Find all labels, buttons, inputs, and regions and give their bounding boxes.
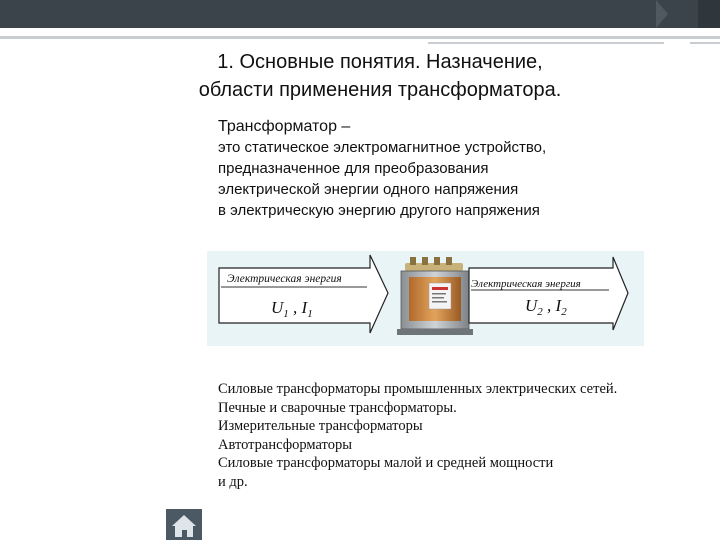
definition-term: Трансформатор – [218,118,351,135]
application-item: Силовые трансформаторы промышленных электрических сетей. [218,381,618,397]
input-values: $U_1$ , $I_1$ [271,298,313,320]
top-bar-arrow [656,0,668,28]
home-button[interactable] [166,509,202,540]
application-item: Автотрансформаторы [218,436,352,453]
top-bar-end [698,0,720,28]
application-item: Силовые трансформаторы малой и средней мощности [218,455,554,472]
energy-diagram-svg [207,251,644,346]
output-energy-label: Электрическая энергия [471,278,581,290]
definition-block [218,116,546,221]
output-energy-arrow [469,257,628,330]
definition-line: в электрическую энергию другого напряжения [218,202,540,219]
top-bar [0,0,720,28]
application-item: Печные и сварочные трансформаторы. [218,399,457,416]
output-values: $U_2$ , $I_2$ [525,296,567,318]
slide-title [120,48,640,104]
input-energy-arrow [219,255,388,333]
title-line-1: 1. Основные понятия. Назначение, [217,51,543,73]
title-line-2: области применения трансформатора. [198,79,562,101]
application-item: Измерительные трансформаторы [218,418,423,435]
applications-list [218,380,617,492]
application-item: и др. [218,473,248,490]
input-energy-label: Электрическая энергия [227,273,342,285]
definition-line: это статическое электромагнитное устройство, [218,139,547,156]
header-stripe-end [690,42,720,44]
energy-diagram [207,251,644,346]
header-stripe-short [428,42,664,44]
definition-line: предназначенное для преобразования [218,160,489,177]
transformer-photo [397,257,473,335]
definition-line: электрической энергии одного напряжения [218,181,519,198]
home-icon [166,509,202,540]
header-stripe [0,36,720,39]
